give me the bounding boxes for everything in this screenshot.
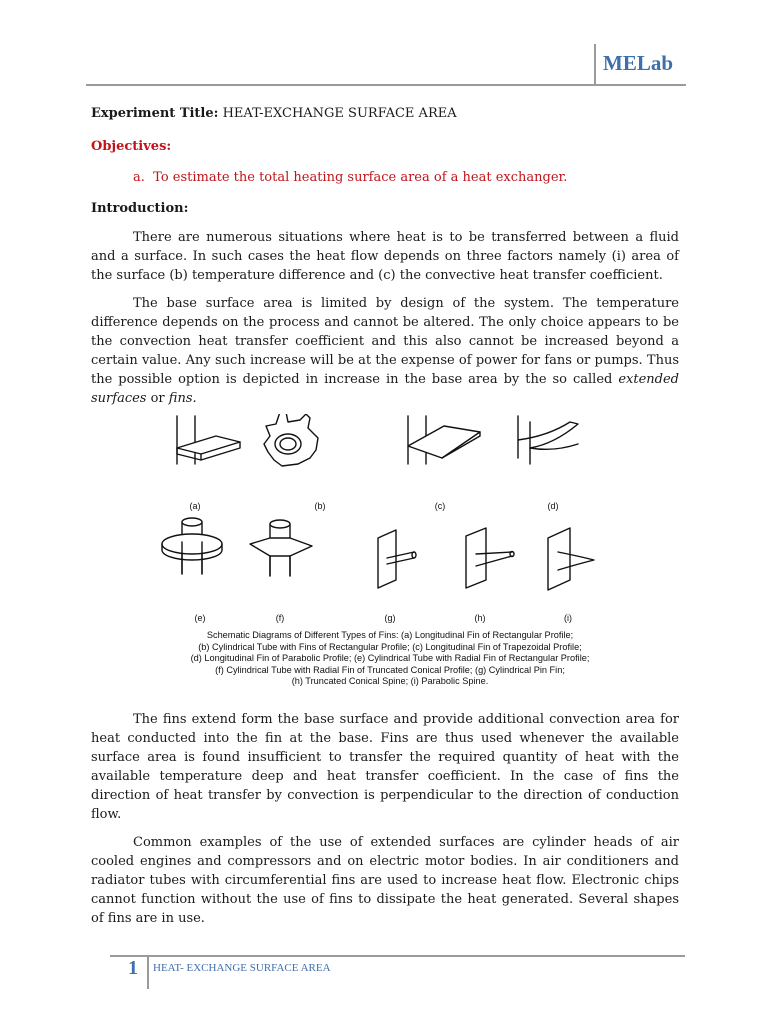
experiment-title-line: [91, 104, 679, 123]
experiment-title: HEAT-EXCHANGE SURFACE AREA: [222, 106, 457, 121]
intro-paragraph-3: The fins extend form the base surface and provide additional convection area for heat conducted into the fin at the base. Fins are thus used whenever the available surface area is found insufficient to transfer the required quantity of heat with the available temperature deep and heat transfer coefficient. In the case of fins the direction of heat transfer by convection is perpendicular to the direction of conduction flow.: [91, 712, 679, 822]
fin-types-figure: [150, 414, 630, 696]
objective-text: To estimate the total heating surface area of a heat exchanger.: [153, 170, 568, 185]
intro-paragraph-4: Common examples of the use of extended surfaces are cylinder heads of air cooled engines and compressors and on electric motor bodies. In air conditioners and radiator tubes with circumferential fins are used to increase heat flow. Electronic chips cannot function without the use of fins to dissipate the heat generated. Several shapes of fins are in use.: [91, 835, 679, 926]
figure-caption-line: (d) Longitudinal Fin of Parabolic Profile; (e) Cylindrical Tube with Radial Fin of Rectangular Profile;: [190, 653, 590, 663]
objective-marker: a.: [133, 170, 145, 185]
fin-diagram-b: [264, 414, 318, 466]
fin-types-diagram: [150, 414, 630, 624]
figure-caption: [150, 630, 630, 688]
extended-surfaces-term: extended surfaces: [91, 372, 679, 406]
fin-label-c: (c): [434, 501, 446, 511]
fin-diagram-i: [548, 528, 594, 590]
footer-title: HEAT- EXCHANGE SURFACE AREA: [153, 962, 331, 974]
fin-label-a: (a): [189, 501, 201, 511]
intro-paragraph-2-or: or: [146, 391, 169, 406]
fin-label-d: (d): [547, 501, 559, 511]
intro-paragraph-2: [91, 294, 679, 408]
intro-paragraph-2-text: The base surface area is limited by design of the system. The temperature difference depends on the process and cannot be altered. The only choice appears to be the convection heat transfer coefficient and this also cannot be increased beyond a certain value. Any such increase will be at the expense of power for fans or pumps. Thus the possible option is depicted in increase in the base area by the so called: [91, 296, 679, 387]
figure-caption-line: (f) Cylindrical Tube with Radial Fin of Truncated Conical Profile; (g) Cylindrical Pin Fin;: [215, 664, 565, 675]
fin-label-g: (g): [384, 613, 396, 623]
header-divider: [594, 44, 596, 86]
fin-diagram-f: [250, 520, 312, 576]
page-content-bottom: [91, 710, 679, 937]
fin-diagram-a: [177, 416, 240, 464]
fin-diagram-c: [408, 416, 480, 464]
fin-label-b: (b): [314, 501, 326, 511]
header-logo: MELab: [603, 51, 674, 75]
fin-label-f: (f): [275, 613, 285, 623]
footer-rule: [110, 955, 685, 957]
fins-term: fins.: [168, 391, 197, 406]
fin-diagram-d: [518, 416, 578, 464]
fin-label-h: (h): [474, 613, 486, 623]
header-rule: [86, 84, 686, 86]
figure-caption-line: Schematic Diagrams of Different Types of Fins: (a) Longitudinal Fin of Rectangular Profile;: [206, 630, 574, 640]
fin-diagram-g: [378, 530, 416, 588]
figure-caption-line: (h) Truncated Conical Spine; (i) Parabolic Spine.: [291, 676, 489, 686]
objective-item: [133, 168, 679, 187]
page-number: 1: [128, 957, 138, 979]
fin-label-i: (i): [564, 613, 572, 623]
figure-caption-line: (b) Cylindrical Tube with Fins of Rectangular Profile; (c) Longitudinal Fin of Trapezoidal Profile;: [198, 641, 582, 652]
introduction-heading: Introduction:: [91, 201, 189, 216]
intro-paragraph-1: There are numerous situations where heat is to be transferred between a fluid and a surface. In such cases the heat flow depends on three factors namely (i) area of the surface (b) temperature difference and (c) the convective heat transfer coefficient.: [91, 230, 679, 283]
footer-divider: [147, 955, 149, 989]
fin-diagram-h: [466, 528, 514, 588]
page-content-top: [91, 104, 679, 417]
fin-diagram-e: [162, 518, 222, 574]
fin-label-e: (e): [194, 613, 206, 623]
objectives-heading: Objectives:: [91, 139, 172, 154]
experiment-title-label: Experiment Title:: [91, 106, 219, 121]
